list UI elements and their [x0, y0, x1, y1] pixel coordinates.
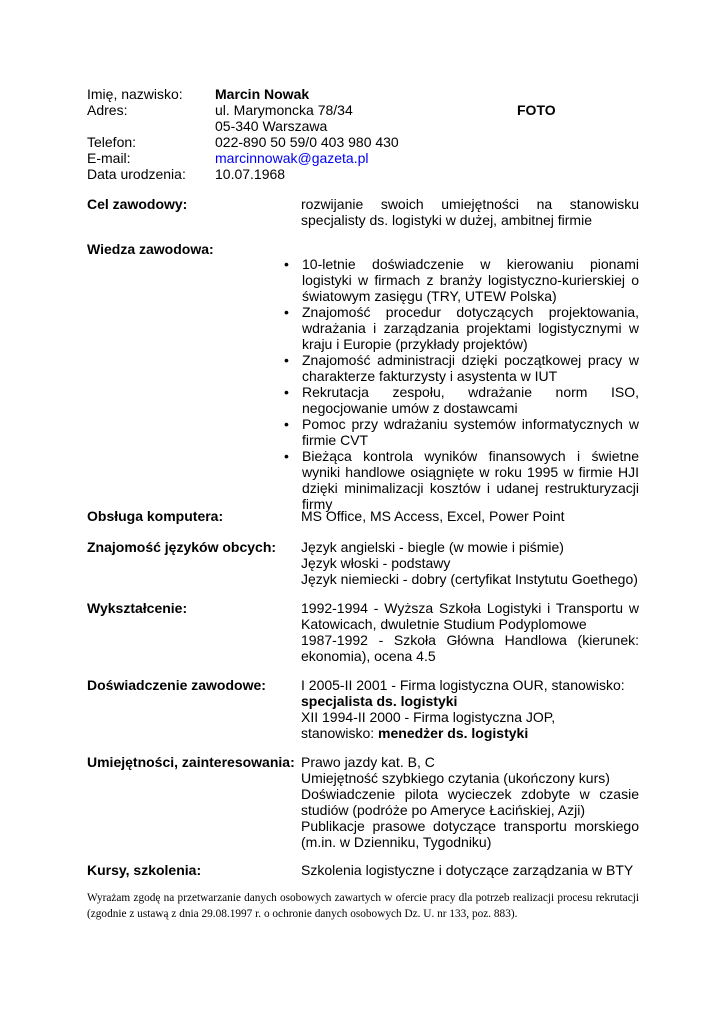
experience-line-2 — [301, 725, 639, 741]
goal-text: rozwijanie swoich umiejętności na stanowisku specjalisty ds. logistyki w dużej, ambitnej firmie — [301, 196, 639, 228]
birth-label: Data urodzenia: — [87, 166, 186, 182]
skill-item: Doświadczenie pilota wycieczek zdobyte w czasie studiów (podróże po Ameryce Łacińskiej, Azji) — [301, 786, 639, 818]
experience-heading: Doświadczenie zawodowe: — [87, 677, 266, 693]
education-heading: Wykształcenie: — [87, 600, 188, 616]
education-entry: 1992-1994 - Wyższa Szkoła Logistyki i Transportu w Katowicach, dwuletnie Studium Podyplomowe — [301, 600, 639, 632]
list-item: • Bieżąca kontrola wyników finansowych i świetne wyniki handlowe osiągnięte w roku 1995 w firmie HJI dzięki minimalizacji kosztów i udanej restrukturyzacji firmy — [282, 448, 639, 512]
courses-heading: Kursy, szkolenia: — [87, 862, 202, 878]
consent-clause: Wyrażam zgodę na przetwarzanie danych osobowych zawartych w ofercie pracy dla potrzeb realizacji procesu rekrutacji (zgodnie z ustawą z dnia 29.08.1997 r. o ochronie danych osobowych Dz. U. nr 133, poz. 883). — [87, 892, 639, 920]
computer-text: MS Office, MS Access, Excel, Power Point — [301, 508, 565, 524]
phone-label: Telefon: — [87, 134, 137, 150]
experience-entry-1: I 2005-II 2001 - Firma logistyczna OUR, stanowisko: — [301, 677, 625, 693]
goal-heading: Cel zawodowy: — [87, 196, 188, 212]
language-item: Język angielski - biegle (w mowie i piśmie) — [301, 539, 564, 555]
experience-role-2: menedżer ds. logistyki — [378, 725, 529, 741]
computer-heading: Obsługa komputera: — [87, 508, 224, 524]
experience-prefix: stanowisko: — [301, 725, 375, 741]
experience-role-1: specjalista ds. logistyki — [301, 693, 458, 709]
skill-item: Umiejętność szybkiego czytania (ukończony kurs) — [301, 770, 610, 786]
address-label: Adres: — [87, 102, 128, 118]
list-item: • Znajomość procedur dotyczących projektowania, wdrażania i zarządzania projektami logistycznymi w kraju i Europie (przykłady projektów) — [282, 304, 639, 352]
language-item: Język włoski - podstawy — [301, 555, 451, 571]
education-entry: 1987-1992 - Szkoła Główna Handlowa (kierunek: ekonomia), ocena 4.5 — [301, 632, 639, 664]
photo-placeholder: FOTO — [517, 102, 556, 118]
person-name: Marcin Nowak — [215, 86, 310, 102]
languages-heading: Znajomość języków obcych: — [87, 539, 277, 555]
skills-heading: Umiejętności, zainteresowania: — [87, 754, 295, 770]
address-line-1: ul. Marymoncka 78/34 — [215, 102, 353, 118]
list-item: • Znajomość administracji dzięki początkowej pracy w charakterze fakturzysty i asystenta w IUT — [282, 352, 639, 384]
name-label: Imię, nazwisko: — [87, 86, 183, 102]
language-item: Język niemiecki - dobry (certyfikat Instytutu Goethego) — [301, 571, 638, 587]
skill-item: Publikacje prasowe dotyczące transportu morskiego (m.in. w Dzienniku, Tygodniku) — [301, 818, 639, 850]
list-item: • Rekrutacja zespołu, wdrażanie norm ISO, negocjowanie umów z dostawcami — [282, 384, 639, 416]
email-link[interactable]: marcinnowak@gazeta.pl — [215, 150, 369, 166]
phone-value: 022-890 50 59/0 403 980 430 — [215, 134, 399, 150]
courses-text: Szkolenia logistyczne i dotyczące zarządzania w BTY — [301, 862, 634, 878]
list-item: • Pomoc przy wdrażaniu systemów informatycznych w firmie CVT — [282, 416, 639, 448]
skill-item: Prawo jazdy kat. B, C — [301, 754, 435, 770]
email-label: E-mail: — [87, 150, 131, 166]
list-item: • 10-letnie doświadczenie w kierowaniu pionami logistyki w firmach z branży logistyczno-kurierskiej o światowym zasięgu (TRY, UTEW Polska) — [282, 256, 639, 304]
experience-entry-2: XII 1994-II 2000 - Firma logistyczna JOP, — [301, 709, 556, 725]
knowledge-heading: Wiedza zawodowa: — [87, 241, 214, 257]
knowledge-list — [282, 256, 639, 512]
birth-value: 10.07.1968 — [215, 166, 286, 182]
address-line-2: 05-340 Warszawa — [215, 118, 328, 134]
